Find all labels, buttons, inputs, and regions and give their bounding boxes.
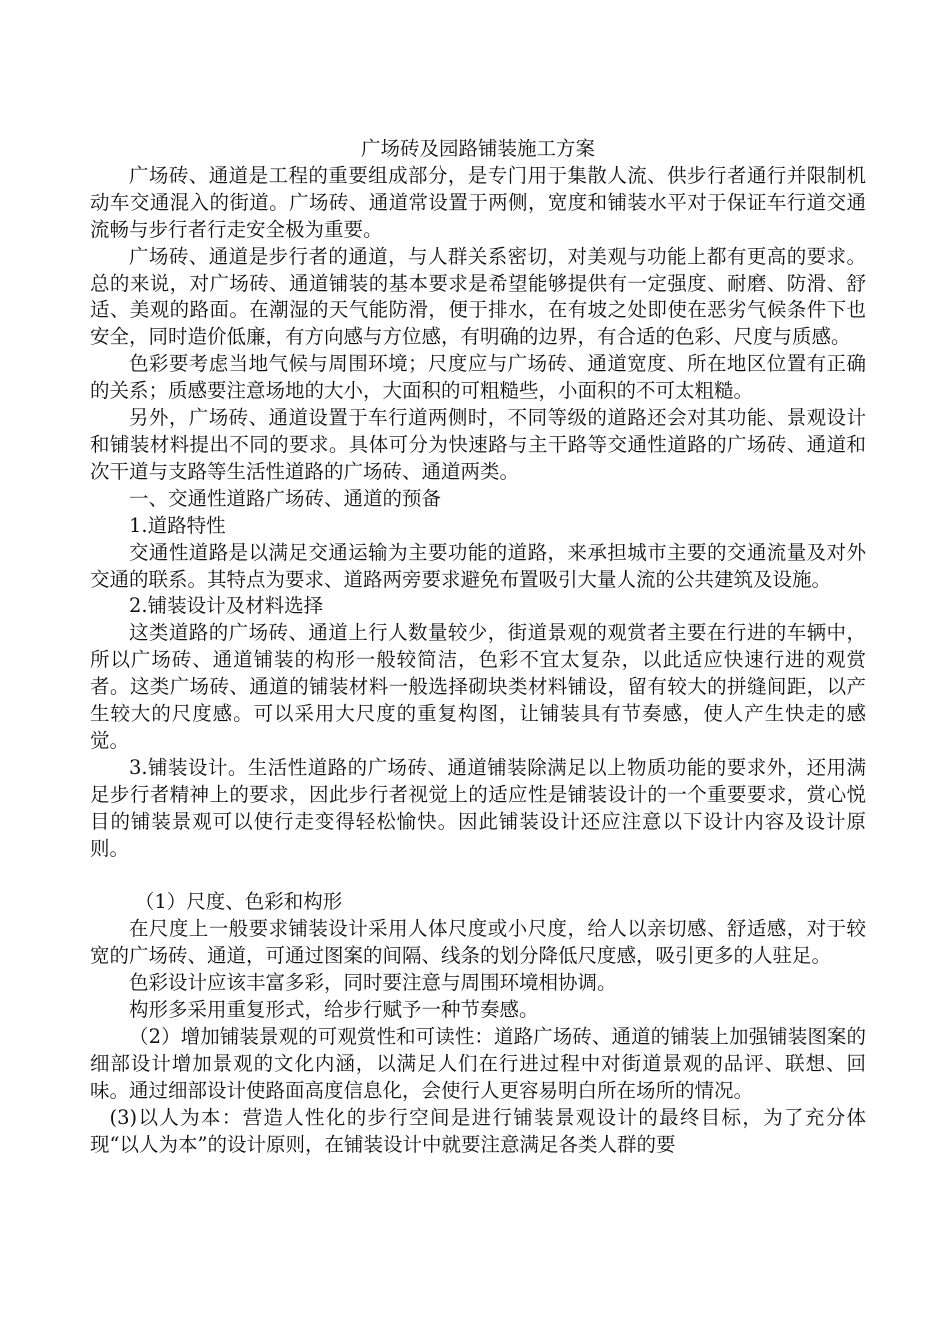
paragraph-road-classes: 另外，广场砖、通道设置于车行道两侧时，不同等级的道路还会对其功能、景观设计和铺装材料提出不同的要求。具体可分为快速路与主干路等交通性道路的广场砖、通道和次干道与支路等生活性道路的广场砖、通道两类。 xyxy=(90,406,866,483)
paragraph-requirements: 广场砖、通道是步行者的通道，与人群关系密切，对美观与功能上都有更高的要求。总的来说，对广场砖、通道铺装的基本要求是希望能够提供有一定强度、耐磨、防滑、舒适、美观的路面。在潮湿的天气能防滑，便于排水，在有坡之处即使在恶劣气候条件下也安全，同时造价低廉，有方向感与方位感，有明确的边界，有合适的色彩、尺度与质感。 xyxy=(90,244,866,349)
subheading-scale-color-form: （1）尺度、色彩和构形 xyxy=(134,890,343,914)
subheading-paving-design-materials: 2.铺装设计及材料选择 xyxy=(129,594,324,618)
paragraph-color: 色彩设计应该丰富多彩，同时要注意与周围环境相协调。 xyxy=(129,971,617,995)
section-heading-1: 一、交通性道路广场砖、通道的预备 xyxy=(129,486,442,510)
paragraph-color-scale-texture: 色彩要考虑当地气候与周围环境；尺度应与广场砖、通道宽度、所在地区位置有正确的关系；质感要注意场地的大小，大面积的可粗糙些，小面积的不可太粗糙。 xyxy=(90,352,866,403)
paragraph-traffic-roads: 交通性道路是以满足交通运输为主要功能的道路，来承担城市主要的交通流量及对外交通的联系。其特点为要求、道路两旁要求避免布置吸引大量人流的公共建筑及设施。 xyxy=(90,540,866,591)
document-page xyxy=(90,136,866,1158)
paragraph-paving-traffic: 这类道路的广场砖、通道上行人数量较少，街道景观的观赏者主要在行进的车辆中，所以广场砖、通道铺装的构形一般较简洁，色彩不宜太复杂，以此适应快速行进的观赏者。这类广场砖、通道的铺装材料一般选择砌块类材料铺设，留有较大的拼缝间距，以产生较大的尺度感。可以采用大尺度的重复构图，让铺装具有节奏感，使人产生快走的感觉。 xyxy=(90,621,866,752)
paragraph-readability: （2）增加铺装景观的可观赏性和可读性：道路广场砖、通道的铺装上加强铺装图案的细部设计增加景观的文化内涵，以满足人们在行进过程中对街道景观的品评、联想、回味。通过细部设计使路面高度信息化，会使行人更容易明白所在场所的情况。 xyxy=(90,1024,866,1102)
paragraph-form: 构形多采用重复形式，给步行赋予一种节奏感。 xyxy=(129,997,539,1021)
paragraph-people-oriented: (3)以人为本：营造人性化的步行空间是进行铺装景观设计的最终目标，为了充分体现“以人为本”的设计原则，在铺装设计中就要注意满足各类人群的要 xyxy=(90,1105,866,1156)
subheading-road-characteristics: 1.道路特性 xyxy=(129,513,226,537)
paragraph-paving-design: 3.铺装设计。生活性道路的广场砖、通道铺装除满足以上物质功能的要求外，还用满足步行者精神上的要求，因此步行者视觉上的适应性是铺装设计的一个重要要求，赏心悦目的铺装景观可以使行走变得轻松愉快。因此铺装设计还应注意以下设计内容及设计原则。 xyxy=(90,755,866,860)
document-title: 广场砖及园路铺装施工方案 xyxy=(360,137,595,160)
paragraph-intro: 广场砖、通道是工程的重要组成部分，是专门用于集散人流、供步行者通行并限制机动车交通混入的街道。广场砖、通道常设置于两侧，宽度和铺装水平对于保证车行道交通流畅与步行者行走安全极为重要。 xyxy=(90,163,866,241)
paragraph-scale: 在尺度上一般要求铺装设计采用人体尺度或小尺度，给人以亲切感、舒适感，对于较宽的广场砖、通道，可通过图案的间隔、线条的划分降低尺度感，吸引更多的人驻足。 xyxy=(90,917,866,968)
